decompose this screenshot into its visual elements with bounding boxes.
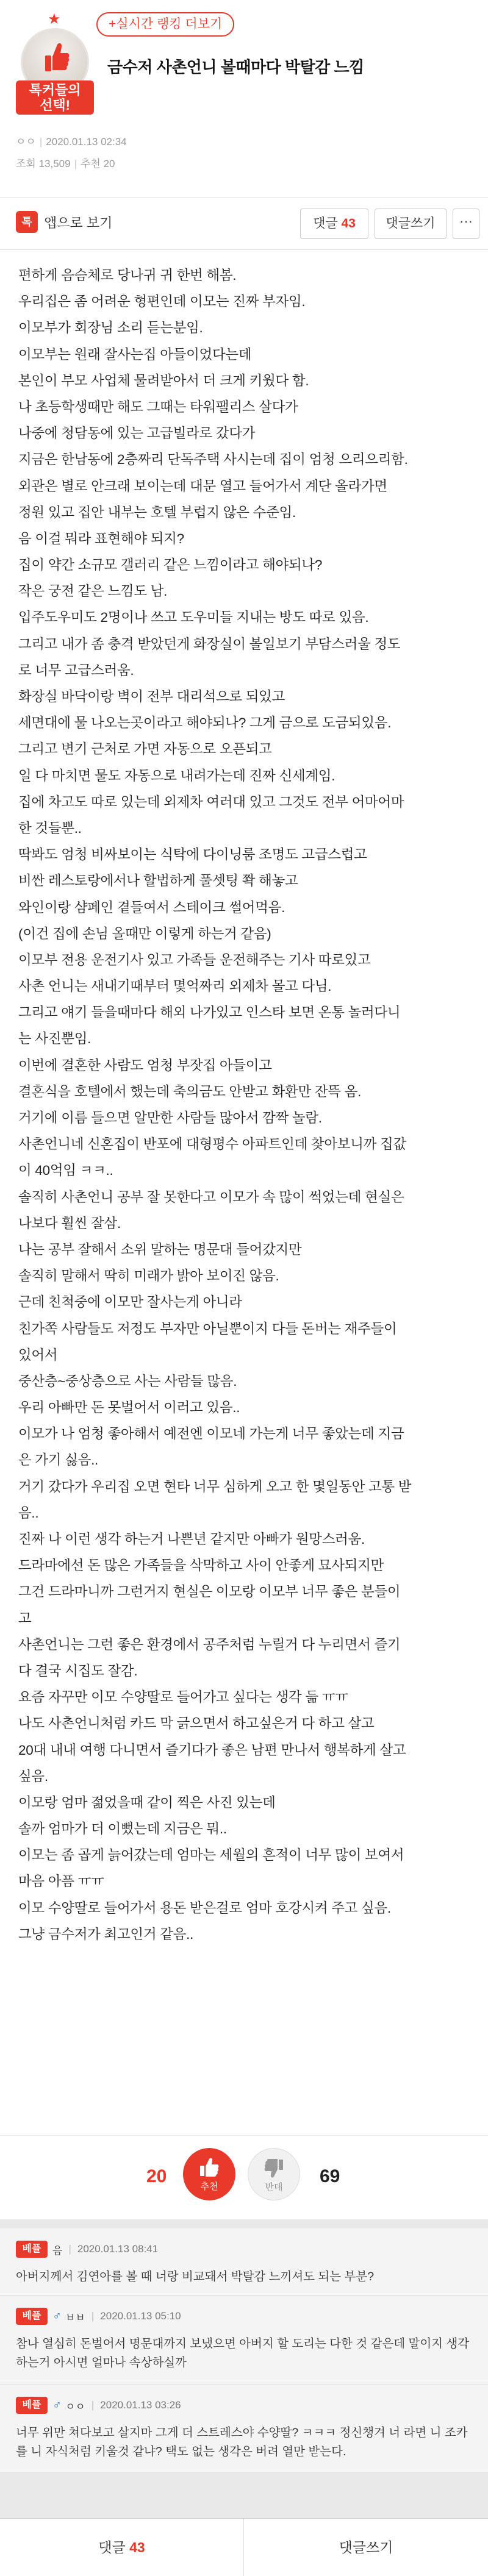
body-line: 결혼식을 호텔에서 했는데 축의금도 안받고 화환만 잔뜩 옴. bbox=[18, 1083, 362, 1099]
post-meta-author bbox=[16, 133, 127, 148]
badge-line-1: 톡커들의 bbox=[29, 82, 81, 98]
talkers-choice-badge bbox=[16, 12, 94, 117]
best-comment-badge: 베플 bbox=[16, 2241, 48, 2258]
best-comment-badge: 베플 bbox=[16, 2397, 48, 2414]
downvote-count: 69 bbox=[320, 2166, 340, 2186]
body-line: 고 bbox=[18, 1610, 32, 1626]
body-line: 외관은 별로 안크래 보이는데 대문 열고 들어가서 계단 올라가면 bbox=[18, 478, 387, 494]
body-line: 나중에 청담동에 있는 고급빌라로 갔다가 bbox=[18, 426, 256, 441]
post-title: 금수저 사촌언니 볼때마다 박탈감 느낌 bbox=[107, 58, 364, 76]
body-line: 그리고 변기 근처로 가면 자동으로 오픈되고 bbox=[18, 741, 272, 757]
thumbs-up-icon bbox=[198, 2157, 220, 2178]
post-toolbar bbox=[0, 197, 488, 249]
body-line: 세면대에 물 나오는곳이라고 해야되나? 그게 금으로 도금되있음. bbox=[18, 715, 392, 731]
body-line: 본인이 부모 사업체 물려받아서 더 크게 키웠다 함. bbox=[18, 373, 309, 388]
body-line: 그건 드라마니까 그런거지 현실은 이모랑 이모부 너무 좋은 분들이 bbox=[18, 1584, 401, 1600]
body-line: 근데 친척중에 이모만 잘사는게 아니라 bbox=[18, 1294, 242, 1310]
app-view-label: 앱으로 보기 bbox=[44, 215, 113, 230]
body-line: 비싼 레스토랑에서나 할법하게 풀셋팅 쫙 해놓고 bbox=[18, 873, 298, 889]
body-line: 음.. bbox=[18, 1505, 39, 1521]
bottom-comments-count: 43 bbox=[129, 2539, 145, 2555]
body-line: 이번에 결혼한 사람도 엄청 부잣집 아들이고 bbox=[18, 1057, 272, 1073]
app-view-button[interactable] bbox=[16, 211, 112, 233]
body-line: 정원 있고 집안 내부는 호텔 부럽지 않은 수준임. bbox=[18, 504, 296, 520]
thumbs-up-icon bbox=[43, 41, 70, 75]
upvote-button[interactable] bbox=[183, 2148, 235, 2200]
meta-divider: | bbox=[91, 2399, 95, 2411]
comment-header bbox=[16, 2308, 181, 2325]
body-line: 솔까 엄마가 더 이뻤는데 지금은 뭐.. bbox=[18, 1821, 227, 1837]
comment-item bbox=[0, 2385, 488, 2473]
body-line: 나 초등학생때만 해도 그때는 타워팰리스 살다가 bbox=[18, 399, 298, 415]
meta-divider: | bbox=[39, 136, 43, 148]
body-line: 은 가기 싫음.. bbox=[18, 1452, 98, 1468]
body-line: 마음 아픔 ㅠㅠ bbox=[18, 1874, 104, 1889]
realtime-ranking-link[interactable]: +실시간 랭킹 더보기 bbox=[96, 12, 234, 37]
comment-author: ㅂㅂ bbox=[65, 2311, 85, 2324]
body-line: 이모 수양딸로 들어가서 용돈 받은걸로 엄마 호강시켜 주고 싶음. bbox=[18, 1900, 391, 1916]
body-line: 이모가 나 엄청 좋아해서 예전엔 이모네 가는게 너무 좋았는데 지금 bbox=[18, 1426, 404, 1442]
body-line: 다 결국 시집도 잘감. bbox=[18, 1663, 138, 1679]
body-line: 집이 약간 소규모 갤러리 같은 느낌이라고 해야되나? bbox=[18, 557, 323, 573]
badge-line-2: 선택! bbox=[40, 98, 70, 113]
comment-text: 참나 열심히 돈벌어서 명문대까지 보냈으면 아버지 할 도리는 다한 것 같은데 말이지 생각하는거 아시면 얼마나 속상하실까 bbox=[16, 2337, 470, 2369]
body-line: 요즘 자꾸만 이모 수양딸로 들어가고 싶다는 생각 듦 ㅠㅠ bbox=[18, 1689, 348, 1705]
body-line: 화장실 바닥이랑 벽이 전부 대리석으로 되있고 bbox=[18, 689, 285, 704]
body-line: 지금은 한남동에 2층짜리 단독주택 사시는데 집이 엄청 으리으리함. bbox=[18, 452, 408, 468]
body-line: 이 40억임 ㅋㅋ.. bbox=[18, 1163, 113, 1179]
male-icon: ♂ bbox=[52, 2309, 62, 2323]
body-line: 이모부가 회장님 소리 듣는분임. bbox=[18, 320, 203, 336]
body-line: 나는 공부 잘해서 소위 말하는 명문대 들어갔지만 bbox=[18, 1241, 302, 1257]
body-line: 나도 사촌언니처럼 카드 막 긁으면서 하고싶은거 다 하고 살고 bbox=[18, 1716, 375, 1732]
body-line: 중산층~중상층으로 사는 사람들 많음. bbox=[18, 1373, 237, 1389]
recommend-count: 추천 20 bbox=[81, 158, 115, 169]
body-line: 거기에 이름 들으면 알만한 사람들 많아서 깜짝 놀람. bbox=[18, 1110, 322, 1126]
comments-label: 댓글 bbox=[313, 216, 338, 230]
post-body bbox=[0, 250, 488, 2135]
bottom-action-bar bbox=[0, 2518, 488, 2576]
view-count: 조회 13,509 bbox=[16, 158, 71, 169]
body-line: 드라마에선 돈 많은 가족들을 삭막하고 사이 안좋게 묘사되지만 bbox=[18, 1558, 384, 1574]
body-line: 이모부는 원래 잘사는집 아들이었다는데 bbox=[18, 346, 252, 362]
body-line: 이모랑 엄마 젊었을때 같이 찍은 사진 있는데 bbox=[18, 1794, 276, 1810]
body-line: 나보다 훨씬 잘삼. bbox=[18, 1215, 121, 1231]
comment-date: 2020.01.13 08:41 bbox=[77, 2243, 159, 2255]
body-line: 솔직히 사촌언니 공부 잘 못한다고 이모가 속 많이 썩었는데 현실은 bbox=[18, 1189, 404, 1205]
comment-text: 아버지께서 김연아를 볼 때 너랑 비교돼서 박탈감 느끼셔도 되는 부분? bbox=[16, 2270, 375, 2283]
comment-header bbox=[16, 2241, 158, 2258]
badge-ribbon bbox=[16, 80, 94, 115]
body-line: 친가쪽 사람들도 저정도 부자만 아닐뿐이지 다들 돈버는 재주들이 bbox=[18, 1321, 397, 1336]
body-line: 솔직히 말해서 딱히 미래가 밝아 보이진 않음. bbox=[18, 1268, 279, 1284]
body-line: 일 다 마치면 물도 자동으로 내려가는데 진짜 신세계임. bbox=[18, 768, 336, 783]
comment-author: 음 bbox=[52, 2244, 63, 2257]
best-comments bbox=[0, 2228, 488, 2473]
body-line: 우리집은 좀 어려운 형편인데 이모는 진짜 부자임. bbox=[18, 294, 306, 310]
body-line: 그리고 얘기 들을때마다 해외 나가있고 인스타 보면 온통 놀러다니 bbox=[18, 1005, 401, 1021]
meta-divider: | bbox=[68, 2243, 71, 2255]
comment-date: 2020.01.13 03:26 bbox=[100, 2399, 181, 2411]
comment-item bbox=[0, 2296, 488, 2385]
comments-button[interactable] bbox=[300, 209, 368, 239]
body-line: 거기 갔다가 우리집 오면 현타 너무 심하게 오고 한 몇일동안 고통 받 bbox=[18, 1479, 412, 1494]
author-name: ㅇㅇ bbox=[16, 136, 36, 148]
post-meta-stats bbox=[16, 155, 115, 170]
vote-section bbox=[0, 2136, 488, 2219]
body-line: 이모는 좀 곱게 늙어갔는데 엄마는 세월의 흔적이 너무 많이 보여서 bbox=[18, 1847, 404, 1863]
post-body-text bbox=[18, 262, 477, 1947]
comments-count: 43 bbox=[341, 216, 356, 230]
downvote-label: 반대 bbox=[265, 2182, 283, 2192]
bottom-comments-button[interactable] bbox=[0, 2519, 244, 2576]
post-header bbox=[0, 0, 488, 197]
star-icon: ★ bbox=[48, 11, 61, 27]
meta-divider: | bbox=[74, 158, 77, 169]
upvote-label: 추천 bbox=[200, 2182, 218, 2192]
comment-author: ㅇㅇ bbox=[65, 2400, 85, 2413]
body-line: 딱봐도 엄청 비싸보이는 식탁에 다이닝룸 조명도 고급스럽고 bbox=[18, 847, 367, 863]
body-line: 진짜 나 이런 생각 하는거 나쁜년 같지만 아빠가 원망스러움. bbox=[18, 1532, 365, 1547]
body-line: 편하게 음슴체로 당나귀 귀 한번 해봄. bbox=[18, 268, 237, 283]
best-comment-badge: 베플 bbox=[16, 2308, 48, 2325]
body-line: 입주도우미도 2명이나 쓰고 도우미들 지내는 방도 따로 있음. bbox=[18, 610, 369, 626]
body-line: 집에 차고도 따로 있는데 외제차 여러대 있고 그것도 전부 어마어마 bbox=[18, 794, 404, 810]
body-line: 이모부 전용 운전기사 있고 가족들 운전해주는 기사 따로있고 bbox=[18, 952, 371, 968]
comment-date: 2020.01.13 05:10 bbox=[100, 2310, 181, 2322]
body-line: (이건 집에 손님 올때만 이렇게 하는거 같음) bbox=[18, 926, 271, 941]
male-icon: ♂ bbox=[52, 2398, 62, 2412]
meta-divider: | bbox=[91, 2310, 95, 2322]
body-line: 음 이걸 뭐라 표현해야 되지? bbox=[18, 530, 184, 546]
body-line: 로 너무 고급스러움. bbox=[18, 662, 134, 678]
body-line: 우리 아빠만 돈 못벌어서 이러고 있음.. bbox=[18, 1400, 240, 1416]
body-line: 그냥 금수저가 최고인거 같음.. bbox=[18, 1926, 193, 1942]
thumbs-down-icon bbox=[263, 2157, 285, 2179]
write-comment-button[interactable]: 댓글쓰기 bbox=[375, 209, 447, 239]
body-line: 사촌 언니는 새내기때부터 몇억짜리 외제차 몰고 다님. bbox=[18, 979, 332, 994]
comment-item bbox=[0, 2228, 488, 2296]
comment-text: 너무 위만 쳐다보고 살지마 그게 더 스트레스야 수양딸? ㅋㅋㅋ 정신챙겨 너 라면 니 조카를 니 자식처럼 키울것 같냐? 택도 없는 생각은 버려 열만 받는다. bbox=[16, 2426, 468, 2458]
body-line: 사촌언니는 그런 좋은 환경에서 공주처럼 누릴거 다 누리면서 즐기 bbox=[18, 1636, 401, 1652]
bottom-write-comment-button[interactable]: 댓글쓰기 bbox=[339, 2539, 393, 2555]
body-line: 는 사진뿐임. bbox=[18, 1031, 92, 1047]
bottom-comments-label: 댓글 bbox=[98, 2539, 126, 2555]
body-line: 작은 궁전 같은 느낌도 남. bbox=[18, 583, 168, 599]
body-line: 20대 내내 여행 다니면서 즐기다가 좋은 남편 만나서 행복하게 살고 bbox=[18, 1742, 406, 1758]
body-line: 있어서 bbox=[18, 1347, 58, 1363]
body-line: 한 것들뿐.. bbox=[18, 820, 82, 836]
post-date: 2020.01.13 02:34 bbox=[46, 136, 127, 148]
upvote-count: 20 bbox=[146, 2166, 167, 2186]
more-button[interactable]: ··· bbox=[453, 209, 479, 239]
comment-header bbox=[16, 2397, 181, 2414]
app-icon: 톡 bbox=[16, 211, 38, 233]
downvote-button[interactable] bbox=[248, 2148, 300, 2200]
body-line: 싶음. bbox=[18, 1768, 48, 1784]
body-line: 와인이랑 샴페인 곁들여서 스테이크 썰어먹음. bbox=[18, 899, 285, 915]
body-line: 사촌언니네 신혼집이 반포에 대형평수 아파트인데 찾아보니까 집값 bbox=[18, 1136, 406, 1152]
body-line: 그리고 내가 좀 충격 받았던게 화장실이 볼일보기 부담스러울 정도 bbox=[18, 636, 401, 652]
